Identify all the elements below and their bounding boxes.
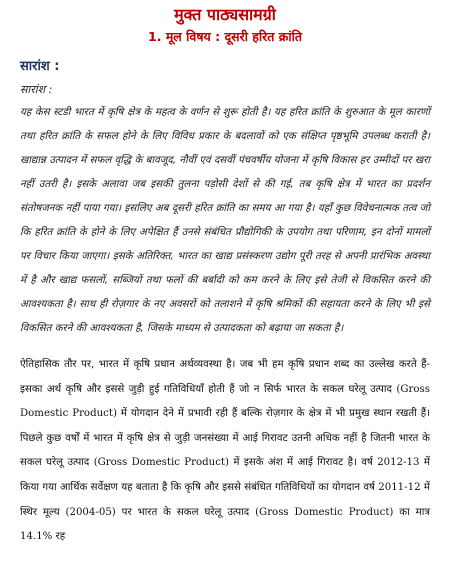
- document-title: मुक्त पाठ्यसामग्री: [174, 5, 276, 24]
- section-heading: सारांश :: [20, 59, 60, 74]
- summary-paragraph: यह केस स्टडी भारत में कृषि क्षेत्र के महत्व के वर्णन से शुरू होती है। यह हरित क्रांति के शुरुआत के मूल कारणों तथा हरित क्रांति के सफल होने के लिए विविध प्रकार के बदलावों को एक संक्षिप्त पृष्ठभूमि उपलब्ध कराती है। खाद्यान्न उत्पादन में सफल वृद्धि के बावजूद, नौवीं एवं दसवीं पंचवर्षीय योजना में कृषि विकास हर उम्मीदों पर खरा नहीं उतरी है। इसके अलावा जब इसकी तुलना पड़ोसी देशों से की गई, तब कृषि क्षेत्र में भारत का प्रदर्शन संतोषजनक नहीं पाया गया। इसलिए अब दूसरी हरित क्रांति का समय आ गया है। यहाँ कुछ विवेचनात्मक तत्व जो कि हरित क्रांति के होने के लिए अपेक्षित हैं उनसे संबंधित प्रौद्योगिकी के उपयोग तथा परिणाम, इन दोनों मामलों पर विचार किया जाएगा। इसके अतिरिक्त, भारत का खाद्य प्रसंस्करण उद्योग पूरी तरह से अपनी प्रारंभिक अवस्था में है और खाद्य फसलों, सब्जियों तथा फलों की बर्बादी को कम करने के लिए इसे तेजी से विकसित करने की आवश्यकता है। साथ ही रोज़गार के नए अवसरों को तलाशने में कृषि श्रमिकों की सहायता करने के लिए भी इसे विकसित करने की आवश्यकता है, जिसके माध्यम से उत्पादकता को बढ़ाया जा सकता है।: [20, 107, 430, 334]
- body-paragraph: ऐतिहासिक तौर पर, भारत में कृषि प्रधान अर्थव्यवस्था है। जब भी हम कृषि प्रधान शब्द का उल्लेख करते हैं- इसका अर्थ कृषि और इससे जुड़ी हुई गतिविधियाँ होती हैं जो न सिर्फ भारत के सकल घरेलू उत्पाद (Gross Domestic Product) में योगदान देने में प्रभावी रही हैं बल्कि रोज़गार के क्षेत्र में भी प्रमुख स्थान रखती हैं। पिछले कुछ वर्षों में भारत में कृषि क्षेत्र से जुड़ी जनसंख्या में आई गिरावट उतनी अधिक नहीं है जितनी भारत के सकल घरेलू उत्पाद (Gross Domestic Product) में इसके अंश में आई गिरावट है। वर्ष 2012-13 में किया गया आर्थिक सर्वेक्षण यह बताता है कि कृषि और इससे संबंधित गतिविधियों का योगदान वर्ष 2011-12 में स्थिर मूल्य (2004-05) पर भारत के सकल घरेलू उत्पाद (Gross Domestic Product) का मात्र 14.1% रह: [20, 359, 430, 543]
- summary-label: सारांश :: [20, 83, 53, 96]
- document-subtitle: 1. मूल विषय : दूसरी हरित क्रांति: [148, 29, 302, 44]
